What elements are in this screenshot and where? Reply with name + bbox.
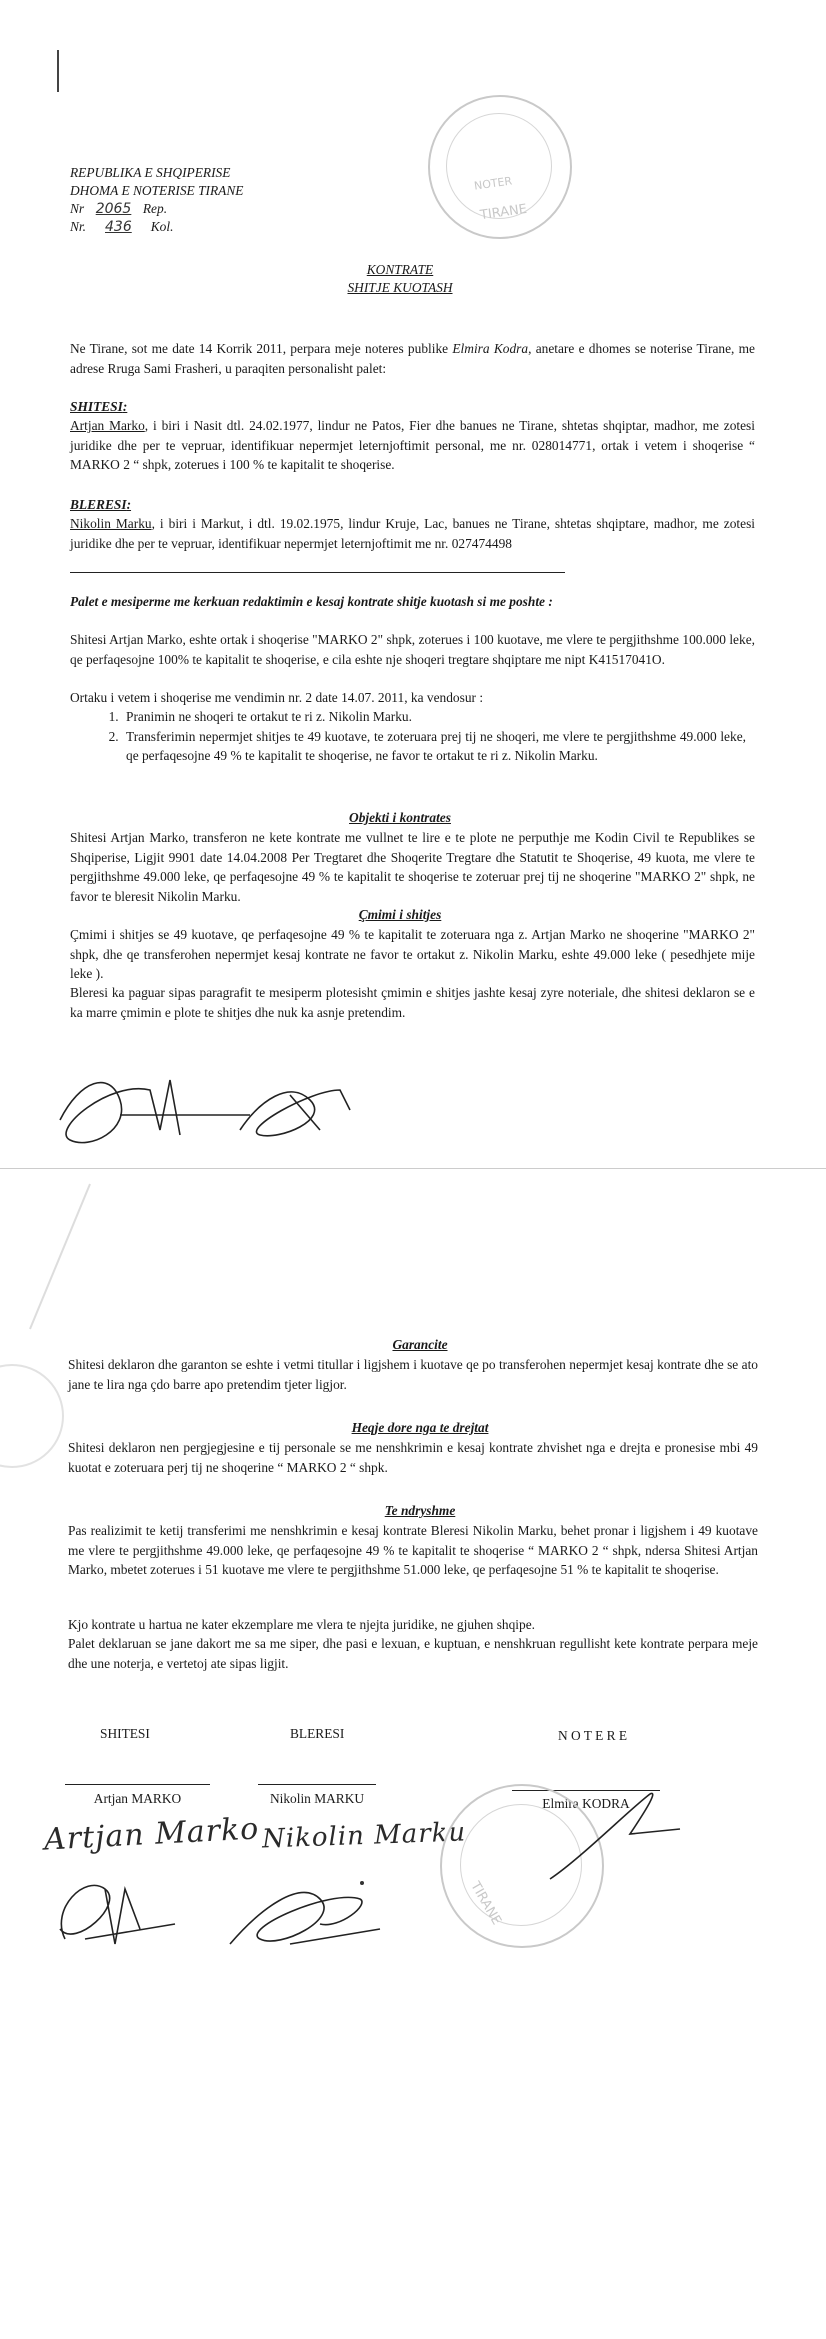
separator-line bbox=[70, 572, 565, 573]
buyer-paragraph bbox=[70, 514, 755, 553]
seller-signature bbox=[45, 1869, 185, 1959]
buyer-signature-label: BLERESI bbox=[290, 1726, 345, 1741]
closing-line-2: Palet deklaruan se jane dakort me sa me siper, dhe pasi e lexuan, e kuptuan, e nenshkruan regullisht kete kontrate perpara meje dhe une noterja, e vertetoj ate sipas ligjit. bbox=[68, 1636, 758, 1671]
ink-dot bbox=[360, 1881, 364, 1885]
price-heading: Çmimi i shitjes bbox=[358, 907, 442, 922]
header-republic: REPUBLIKA E SHQIPERISE bbox=[70, 165, 231, 180]
contract-page-1 bbox=[0, 0, 826, 1168]
buyer-signature bbox=[220, 1869, 390, 1959]
seller-handwritten-name: Artjan Marko bbox=[43, 1811, 261, 1858]
stamp-text-tirane: TIRANE bbox=[479, 201, 528, 224]
seller-share-paragraph: Shitesi Artjan Marko, eshte ortak i shoqerise "MARKO 2" shpk, zoterues i 100 kuotave, me vlere te pergjithshme 100.000 leke, qe perfaqesojne 100% te kapitalit te shoqerise, e cila eshte nje shoqeri tregtare shqiptare me nipt K41517041O. bbox=[70, 632, 755, 667]
margin-mark bbox=[57, 50, 59, 92]
intro-paragraph bbox=[70, 339, 755, 378]
header-chamber: DHOMA E NOTERISE TIRANE bbox=[70, 183, 244, 198]
price-paragraph: Çmimi i shitjes se 49 kuotave, qe perfaqesojne 49 % te kapitalit te zoteruara nga z. Artjan Marko ne shoqerine "MARKO 2" shpk, dhe qe transferohen nepermjet kesaj kontrate ne favor te ortakut z. Nikolin Marku, eshte 49.000 leke ( pesedhjete mije leke ). bbox=[70, 927, 755, 981]
contract-subtitle: SHITJE KUOTASH bbox=[347, 280, 453, 295]
signature-scribble-page1 bbox=[50, 1060, 380, 1160]
object-paragraph: Shitesi Artjan Marko, transferon ne kete kontrate me vullnet te lire e te plote ne perputhje me Kodin Civil te Republikes se Shqiperise, Ligjit 9901 date 14.04.2008 Per Tregtaret dhe Shoqerite Tregtare dhe Statutit te Shoqerise, 49 kuota, me vlere te pergjithshme 49.000 leke, qe perfaqesojne 49 % te kapitalit te shoqerise te zoteruar prej tij ne shoqerine "MARKO 2" shpk, ne favor te bleresit Nikolin Marku. bbox=[70, 830, 755, 904]
decision-intro: Ortaku i vetem i shoqerise me vendimin nr. 2 date 14.07. 2011, ka vendosur : bbox=[70, 690, 484, 705]
paper-crease bbox=[20, 1179, 100, 1339]
kol-prefix: Nr. bbox=[70, 219, 87, 234]
decision-item: 1. Pranimin ne shoqeri te ortakut te ri z. Nikolin Marku. bbox=[122, 707, 746, 727]
object-heading: Objekti i kontrates bbox=[349, 810, 451, 825]
notary-signature bbox=[540, 1779, 690, 1889]
intro-notary-name: Elmira Kodra bbox=[452, 341, 529, 356]
closing-line-1: Kjo kontrate u hartua ne kater ekzemplare me vlera te njejta juridike, ne gjuhen shqipe. bbox=[68, 1617, 535, 1632]
seller-paragraph bbox=[70, 416, 755, 475]
notary-stamp bbox=[428, 95, 572, 239]
kol-suffix: Kol. bbox=[150, 219, 174, 234]
contract-title: KONTRATE bbox=[366, 262, 434, 277]
intro-text-a: Ne Tirane, sot me date 14 Korrik 2011, perpara meje noteres publike bbox=[70, 341, 453, 356]
rep-prefix: Nr bbox=[70, 201, 85, 216]
buyer-name: Nikolin Marku bbox=[70, 516, 152, 531]
payment-paragraph: Bleresi ka paguar sipas paragrafit te mesiperm plotesisht çmimin e shitjes jashte kesaj zyre noteriale, dhe shitesi deklaron se e ka marre çmimin e plote te shitjes dhe nuk ka asnje pretendim. bbox=[70, 985, 755, 1020]
contract-page-2 bbox=[0, 1168, 826, 2339]
request-line: Palet e mesiperme me kerkuan redaktimin e kesaj kontrate shitje kuotash si me poshte : bbox=[70, 594, 553, 609]
waiver-heading: Heqje dore nga te drejtat bbox=[351, 1420, 489, 1435]
others-heading: Te ndryshme bbox=[384, 1503, 456, 1518]
notary-printed-name: Elmira KODRA bbox=[542, 1796, 630, 1811]
buyer-printed-name: Nikolin MARKU bbox=[269, 1791, 365, 1806]
guarantees-heading: Garancite bbox=[392, 1337, 448, 1352]
stamp-text-tirane-bottom: TIRANE bbox=[467, 1879, 504, 1928]
buyer-handwritten-name: Nikolin Marku bbox=[261, 1817, 467, 1855]
rep-suffix: Rep. bbox=[142, 201, 168, 216]
others-paragraph: Pas realizimit te ketij transferimi me nenshkrimin e kesaj kontrate Bleresi Nikolin Marku, behet pronar i ligjshem i 49 kuotave me vlere te pergjithshme 49.000 leke, qe perfaqesojne 49 % te kapitalit te shoqerise “ MARKO 2 “ shpk, ndersa Shitesi Artjan Marko, mbetet zoterues i 51 kuotave me vlere te pergjithshme 51.000 leke, qe perfaqesojne 51 % te kapitalit te shoqerise. bbox=[68, 1523, 758, 1577]
seller-heading: SHITESI: bbox=[70, 399, 128, 414]
seller-heading-text: SHITESI bbox=[70, 399, 123, 414]
header-rep-line bbox=[70, 200, 167, 218]
decision-list bbox=[96, 707, 746, 766]
faded-stamp-left bbox=[0, 1364, 64, 1468]
decision-item: 2. Transferimin nepermjet shitjes te 49 kuotave, te zoteruara prej tij ne shoqeri, me vlere te pergjithshme 49.000 leke, qe perfaqesojne 49 % te kapitalit te shoqerise, ne favor te ortakut te ri z. Nikolin Marku. bbox=[122, 727, 746, 766]
seller-printed-name: Artjan MARKO bbox=[93, 1791, 182, 1806]
intro-text-b: , anetare e dhomes se noterise Tirane, me adrese Rruga Sami Frasheri, u paraqiten personalisht palet: bbox=[70, 341, 755, 376]
header-kol-line bbox=[70, 218, 173, 236]
guarantees-paragraph: Shitesi deklaron dhe garanton se eshte i vetmi titullar i ligjshem i kuotave qe po transferohen nepermjet kesaj kontrate dhe se ato jane te lira nga çdo barre apo pretendim tjeter ligjor. bbox=[68, 1357, 758, 1392]
rep-number: 2065 bbox=[95, 201, 132, 217]
buyer-signature-line bbox=[258, 1784, 376, 1785]
seller-name: Artjan Marko bbox=[70, 418, 145, 433]
buyer-heading: BLERESI: bbox=[70, 497, 132, 512]
buyer-heading-text: BLERESI bbox=[70, 497, 127, 512]
seller-signature-label: SHITESI bbox=[100, 1726, 150, 1741]
stamp-text-noter: NOTER bbox=[473, 174, 513, 193]
kol-number: 436 bbox=[105, 219, 132, 235]
notary-signature-label: N O T E R E bbox=[558, 1728, 628, 1743]
seller-text: , i biri i Nasit dtl. 24.02.1977, lindur ne Patos, Fier dhe banues ne Tirane, shtetas shqiptar, madhor, me zotesi juridike dhe per te vepruar, identifikuar nepermjet leternjoftimit personal, me nr. 028014771, ortak i vetem i shoqerise “ MARKO 2 “ shpk, zoterues i 100 % te kapitalit te shoqerise. bbox=[70, 418, 755, 472]
buyer-text: , i biri i Markut, i dtl. 19.02.1975, lindur Kruje, Lac, banues ne Tirane, shtetas shqiptare, madhor, me zotesi juridike dhe per te vepruar, identifikuar nepermjet leternjoftimit me nr. 027474498 bbox=[70, 516, 756, 551]
waiver-paragraph: Shitesi deklaron nen pergjegjesine e tij personale se me nenshkrimin e kesaj kontrate zhvishet nga e drejta e pronesise mbi 49 kuotat e zoteruara perj tij ne shoqerine “ MARKO 2 “ shpk. bbox=[68, 1440, 758, 1475]
seller-signature-line bbox=[65, 1784, 210, 1785]
